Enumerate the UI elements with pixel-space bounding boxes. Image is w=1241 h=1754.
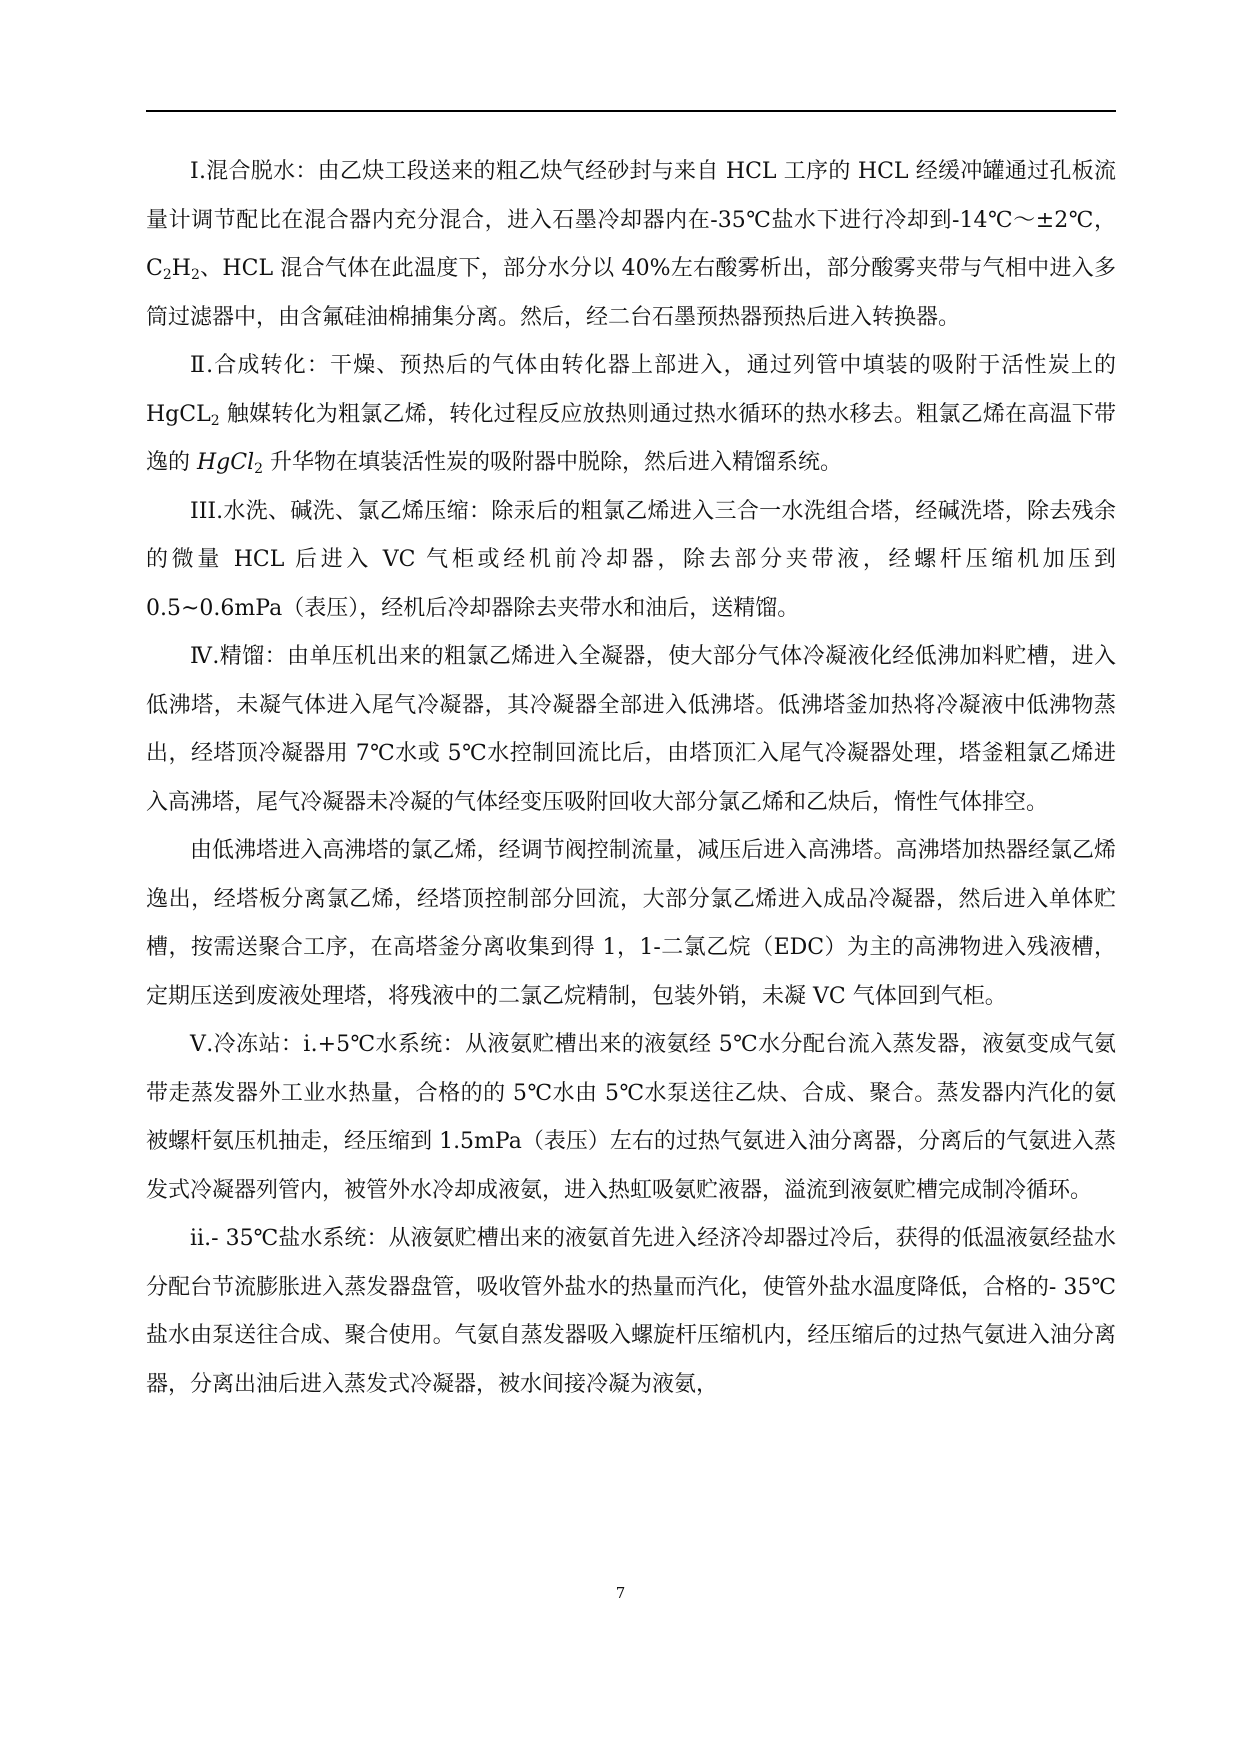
paragraph-mixing-dehydration: Ⅰ.混合脱水：由乙炔工段送来的粗乙炔气经砂封与来自 HCL 工序的 HCL 经缓冲罐通过孔板流量计调节配比在混合器内充分混合，进入石墨冷却器内在-35℃盐水下进行冷却到-14℃～±2℃，$C_2H_2$、HCL 混合气体在此温度下，部分水分以 40%左右酸雾析出，部分酸雾夹带与气相中进入多筒过滤器中，由含氟硅油棉捕集分离。然后，经二台石墨预热器预热后进入转换器。 [146,159,1116,330]
paragraph-high-boiling-tower: 由低沸塔进入高沸塔的氯乙烯，经调节阀控制流量，减压后进入高沸塔。高沸塔加热器经氯乙烯逸出，经塔板分离氯乙烯，经塔顶控制部分回流，大部分氯乙烯进入成品冷凝器，然后进入单体贮槽，按需送聚合工序，在高塔釜分离收集到得 1，1-二氯乙烷（EDC）为主的高沸物进入残液槽，定期压送到废液处理塔，将残液中的二氯乙烷精制，包装外销，未凝 VC 气体回到气柜。 [146,838,1116,1009]
paragraph-washing-compression: III.水洗、碱洗、氯乙烯压缩：除汞后的粗氯乙烯进入三合一水洗组合塔，经碱洗塔，除去残余的微量 HCL 后进入 VC 气柜或经机前冷却器，除去部分夹带液，经螺杆压缩机加压到 0.5~0.6mPa（表压），经机后冷却器除去夹带水和油后，送精馏。 [146,498,1116,621]
paragraph-refrigeration-5c-water: Ⅴ.冷冻站：ⅰ.+5℃水系统：从液氨贮槽出来的液氨经 5℃水分配台流入蒸发器，液氨变成气氨带走蒸发器外工业水热量，合格的的 5℃水由 5℃水泵送往乙炔、合成、聚合。蒸发器内汽化的氨被螺杆氨压机抽走，经压缩到 1.5mPa（表压）左右的过热气氨进入油分离器，分离后的气氨进入蒸发式冷凝器列管内，被管外水冷却成液氨，进入热虹吸氨贮液器，溢流到液氨贮槽完成制冷循环。 [146,1032,1116,1203]
page-number: 7 [615,1584,626,1602]
paragraph-rectification: Ⅳ.精馏：由单压机出来的粗氯乙烯进入全凝器，使大部分气体冷凝液化经低沸加料贮槽，进入低沸塔，未凝气体进入尾气冷凝器，其冷凝器全部进入低沸塔。低沸塔釜加热将冷凝液中低沸物蒸出，经塔顶冷凝器用 7℃水或 5℃水控制回流比后，由塔顶汇入尾气冷凝器处理，塔釜粗氯乙烯进入高沸塔，尾气冷凝器未冷凝的气体经变压吸附回收大部分氯乙烯和乙炔后，惰性气体排空。 [146,644,1116,815]
header-rule [146,110,1116,112]
document-body [146,148,1116,1409]
paragraph-synthesis-conversion: Ⅱ.合成转化：干燥、预热后的气体由转化器上部进入，通过列管中填装的吸附于活性炭上的 HgCL$_2$ 触媒转化为粗氯乙烯，转化过程反应放热则通过热水循环的热水移去。粗氯乙烯在高温下带逸的 HgCl$_2$ 升华物在填装活性炭的吸附器中脱除，然后进入精馏系统。 [146,353,1116,477]
paragraph-refrigeration-brine: ⅱ.- 35℃盐水系统：从液氨贮槽出来的液氨首先进入经济冷却器过冷后，获得的低温液氨经盐水分配台节流膨胀进入蒸发器盘管，吸收管外盐水的热量而汽化，使管外盐水温度降低，合格的- 35℃盐水由泵送往合成、聚合使用。气氨自蒸发器吸入螺旋杆压缩机内，经压缩后的过热气氨进入油分离器，分离出油后进入蒸发式冷凝器，被水间接冷凝为液氨， [146,1226,1116,1397]
